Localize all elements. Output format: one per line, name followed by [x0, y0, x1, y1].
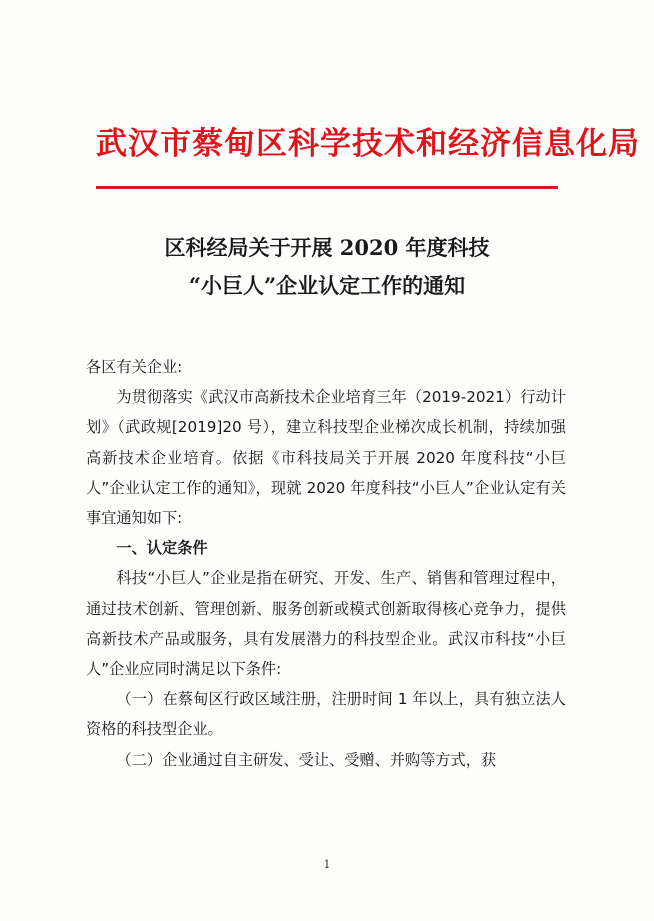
paragraph-definition: 科技“小巨人”企业是指在研究、开发、生产、销售和管理过程中，通过技术创新、管理创新、服务创新或模式创新取得核心竞争力，提供高新技术产品或服务，具有发展潜力的科技型企业。武汉市科技“小巨人”企业应同时满足以下条件: [86, 569, 566, 679]
condition-item-2: （二）企业通过自主研发、受让、受赠、并购等方式，获 [116, 750, 497, 769]
condition-item-1: （一）在蔡甸区行政区域注册，注册时间 1 年以上，具有独立法人资格的科技型企业。 [86, 690, 566, 739]
salutation: 各区有关企业: [86, 358, 183, 376]
document-body [86, 352, 566, 775]
section-heading-conditions: 一、认定条件 [116, 539, 208, 558]
document-title-line-2: “小巨人”企业认定工作的通知 [188, 273, 466, 298]
organization-letterhead: 武汉市蔡甸区科学技术和经济信息化局 [96, 126, 640, 162]
page-number: 1 [323, 858, 331, 871]
document-title-line-1: 区科经局关于开展 2020 年度科技 [164, 235, 490, 260]
paragraph-intro: 为贯彻落实《武汉市高新技术企业培育三年（2019-2021）行动计划》（武政规[2019]20 号），建立科技型企业梯次成长机制，持续加强高新技术企业培育。依据《市科技局关于开展 2020 年度科技“小巨人”企业认定工作的通知》，现就 2020 年度科技“小巨人”企业认定有关事宜通知如下: [86, 388, 566, 528]
letterhead-red-rule [96, 186, 558, 189]
